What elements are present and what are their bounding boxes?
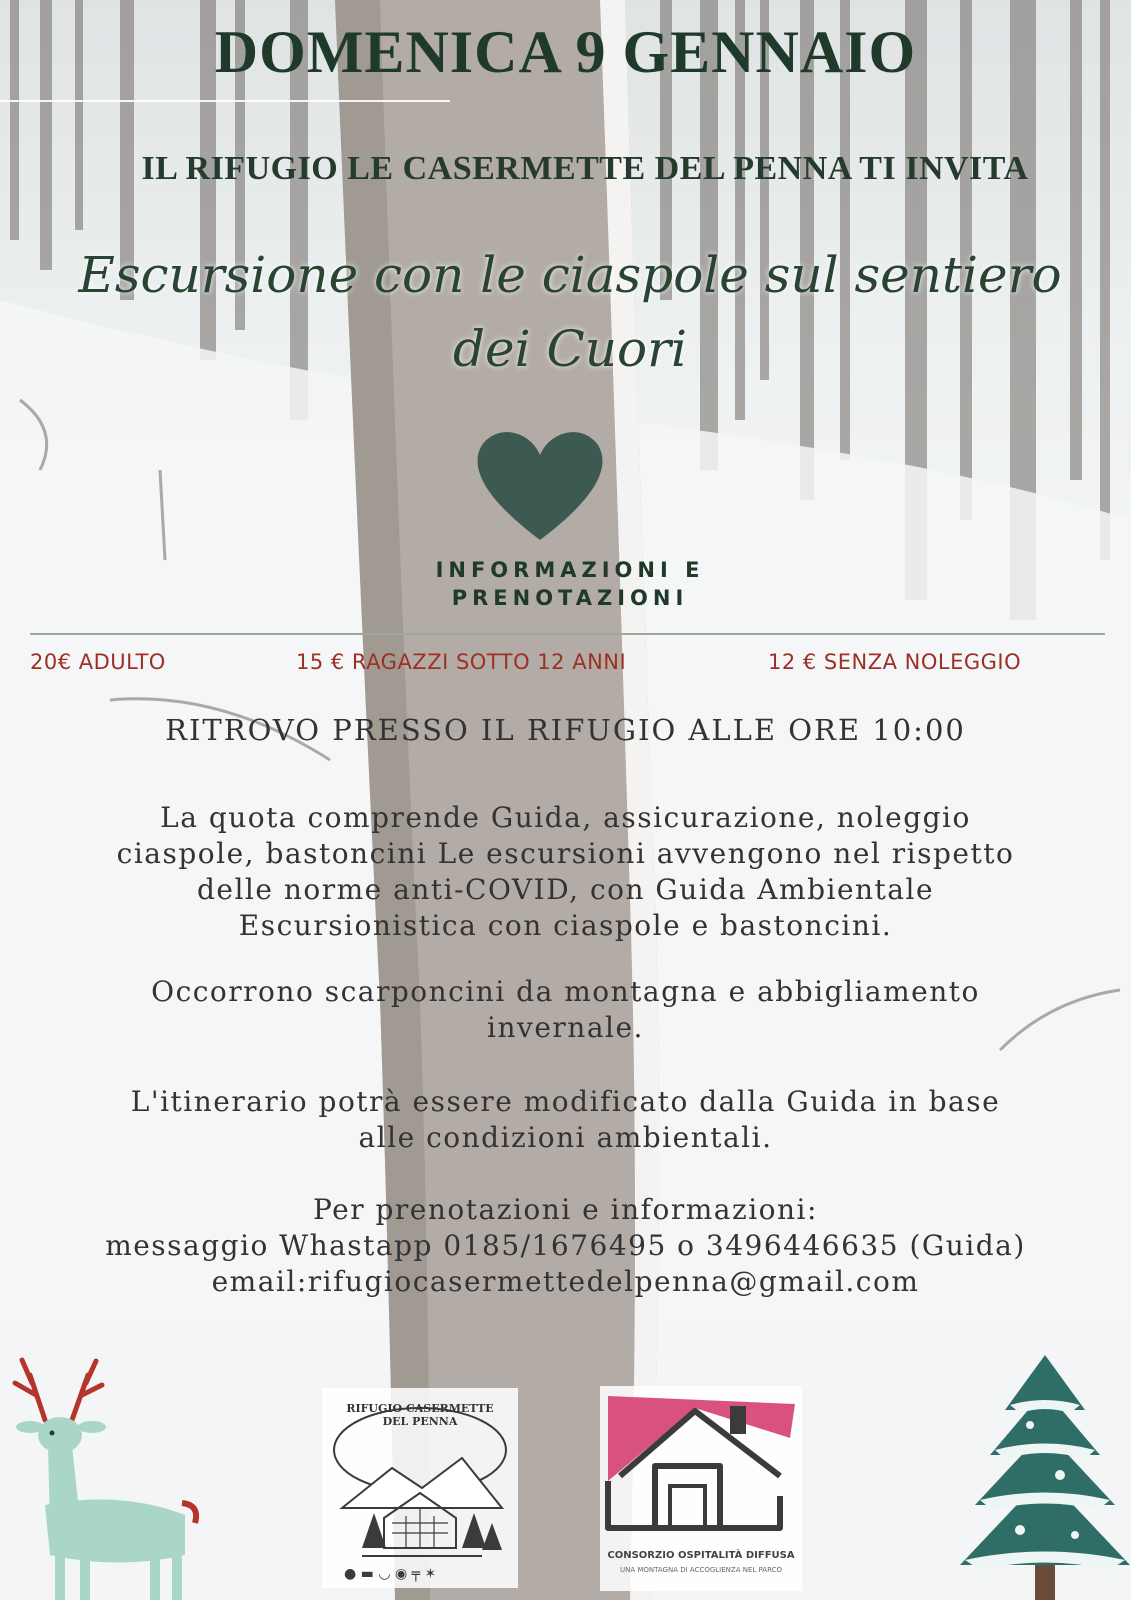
rifugio-logo-text: RIFUGIO CASERMETTE DEL PENNA [346,1402,494,1428]
event-date: DOMENICA 9 GENNAIO [214,19,917,85]
text-line: messaggio Whastapp 0185/1676495 o 3496446635 (Guida) [105,1229,1026,1262]
consorzio-house-graphic [600,1386,802,1546]
info-heading [380,556,760,612]
divider-middle [30,633,1105,635]
text-line: Escursionistica con ciaspole e bastoncini. [238,909,893,942]
text-line: L'itinerario potrà essere modificato dalla Guida in base [130,1085,1001,1118]
event-title-line-2: dei Cuori [453,320,687,378]
price-kids: 15 € RAGAZZI SOTTO 12 ANNI [296,650,627,674]
info-heading-line-2: PRENOTAZIONI [451,586,689,610]
itinerary-paragraph [20,1084,1111,1156]
price-no-rental: 12 € SENZA NOLEGGIO [768,650,1022,674]
event-title [20,238,1120,386]
divider-top [0,100,450,102]
heart-icon [470,425,610,545]
text-line: email:rifugiocasermettedelpenna@gmail.com [211,1265,920,1298]
text-line: alle condizioni ambientali. [358,1121,773,1154]
text-line: invernale. [487,1011,644,1044]
text-line: La quota comprende Guida, assicurazione, noleggio [160,801,971,834]
quota-paragraph [20,800,1111,944]
event-title-line-1: Escursione con le ciaspole sul sentiero [78,246,1062,304]
deer-icon [0,1355,210,1600]
price-adult: 20€ ADULTO [30,650,166,674]
consorzio-name: CONSORZIO OSPITALITÀ DIFFUSA [607,1550,795,1561]
text-line: Per prenotazioni e informazioni: [313,1193,818,1226]
meeting-point: RITROVO PRESSO IL RIFUGIO ALLE ORE 10:00 [165,713,966,747]
svg-text:● ▬ ◡ ◉ ╤ ✶: ● ▬ ◡ ◉ ╤ ✶ [344,1566,437,1582]
text-line: delle norme anti-COVID, con Guida Ambientale [196,873,935,906]
text-line: ciaspole, bastoncini Le escursioni avvengono nel rispetto [116,837,1015,870]
text-line: Occorrono scarponcini da montagna e abbigliamento [151,975,980,1008]
consorzio-logo [600,1386,802,1591]
consorzio-tagline: UNA MONTAGNA DI ACCOGLIENZA NEL PARCO [620,1566,782,1574]
equipment-paragraph [20,974,1111,1046]
contacts-paragraph [20,1192,1111,1300]
pine-tree-icon [960,1355,1131,1600]
rifugio-logo [322,1388,518,1588]
invite-line: IL RIFUGIO LE CASERMETTE DEL PENNA TI INVITA [141,150,1029,187]
info-heading-line-1: INFORMAZIONI E [435,558,705,582]
